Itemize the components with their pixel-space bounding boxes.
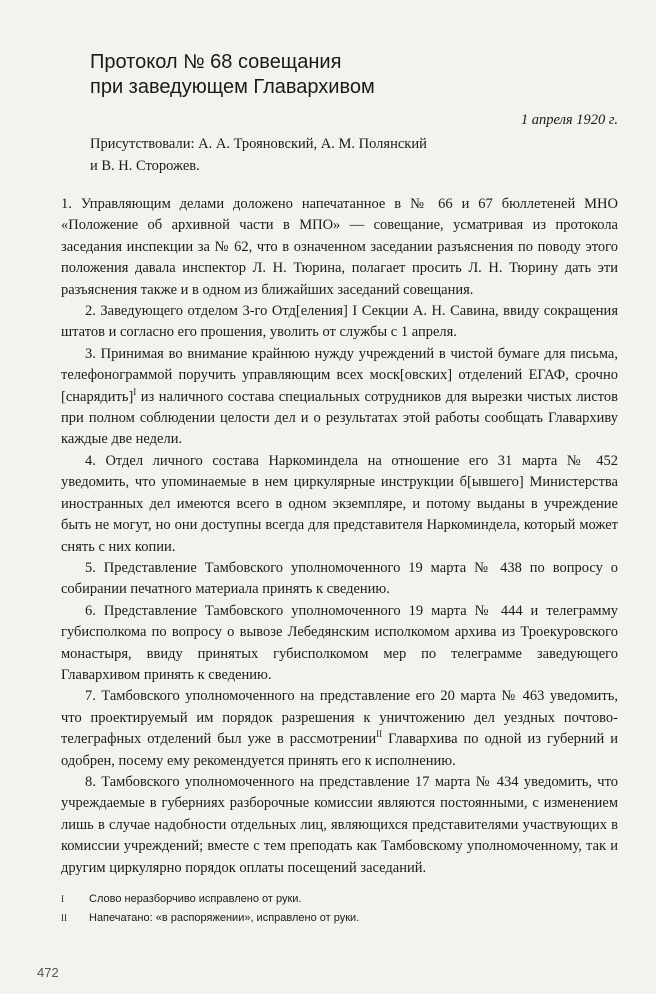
footnote-ref-2: II (376, 729, 383, 740)
item-4: 4. Отдел личного состава Наркоминдела на отношение его 31 марта № 452 уведомить, что упоминаемые в нем циркулярные инструкции б[ывшего] Министерства иностранных дел имеются всего в одном экземпляре, и потому выданы в учреждение быть не могут, но они доступны всегда для представителя Наркоминдела, который может снять с них копии. (61, 452, 618, 555)
protocol-title (90, 50, 570, 100)
item-2: 2. Заведующего отделом 3-го Отд[еления] I Секции А. Н. Савина, ввиду сокращения штатов и согласно его прошения, уволить от службы с 1 апреля. (61, 303, 618, 341)
footnote-ref-1: I (133, 386, 137, 397)
footnote-1 (61, 890, 618, 909)
footnote-mark: I (61, 894, 64, 904)
item-3-text-a: 3. Принимая во внимание крайнюю нужду учреждений в чистой бумаге для письма, телефонограммой поручить управляющим всех моск[овских] отделений ЕГАФ, срочно [снарядить] (61, 345, 618, 405)
protocol-body (61, 194, 618, 879)
title-line-1: Протокол № 68 совещания (90, 51, 342, 73)
footnote-text: Слово неразборчиво исправлено от руки. (89, 893, 302, 905)
title-line-2: при заведующем Главархивом (90, 76, 375, 98)
item-7 (61, 686, 618, 772)
item-5: 5. Представление Тамбовского уполномоченного 19 марта № 438 по вопросу о собирании печатного материала принять к сведению. (61, 559, 618, 598)
item-7-text-a: 7. Тамбовского уполномоченного на представление его 20 марта № 463 уведомить, что проектируемый им порядок разрешения к уничтожению дел уездных почтово-телеграфных отделений был уже в рассмотрении (61, 688, 618, 748)
footnote-text: Напечатано: «в распоряжении», исправлено от руки. (89, 912, 360, 924)
item-1: 1. Управляющим делами доложено напечатанное в № 66 и 67 бюллетеней МНО «Положение об архивной части в МПО» — совещание, усматривая из протокола заседания инспекции за № 62, что в означенном заседании разъяснения по поводу этого положения давала инспектор Л. Н. Тюрина, полагает просить Л. Н. Тюрину дать эти разъяснения также и в одном из ближайших заседаний совещания. (61, 196, 618, 298)
attendees-line-1: Присутствовали: А. А. Трояновский, А. М. Полянский (90, 136, 427, 152)
item-8: 8. Тамбовского уполномоченного на представление 17 марта № 434 уведомить, что учреждаемые в губерниях разборочные комиссии являются постоянными, с изменением лишь в случае надобности отдельных лиц, являющихся представителями участвующих в комиссии учреждений; вместе с тем преподать как Тамбовскому уполномоченному, так и другим циркулярно порядок оплаты посещений заседаний. (61, 773, 618, 876)
footnote-mark: II (61, 913, 67, 923)
attendees (90, 133, 610, 177)
item-3-text-b: из наличного состава специальных сотрудников для вырезки чистых листов при полном соблюдении целости дел и о результатах этой работы сообщать Главархиву каждые две недели. (61, 388, 618, 448)
attendees-line-2: и В. Н. Сторожев. (90, 158, 200, 174)
protocol-date: 1 апреля 1920 г. (520, 112, 618, 128)
item-6: 6. Представление Тамбовского уполномоченного 19 марта № 444 и телеграмму губисполкома по вопросу о вывозе Лебедянским исполкомом архива из Троекуровского монастыря, ввиду принятых губисполкомом мер по телеграмме заведующего Главархивом принять к сведению. (61, 602, 618, 683)
footnotes (61, 890, 618, 928)
page-number: 472 (37, 965, 59, 980)
item-7-text-b: Главархива по одной из губерний и одобрен, посему ему рекомендуется принять его к исполнению. (61, 731, 618, 769)
footnote-2 (61, 909, 618, 928)
item-3 (61, 344, 618, 451)
